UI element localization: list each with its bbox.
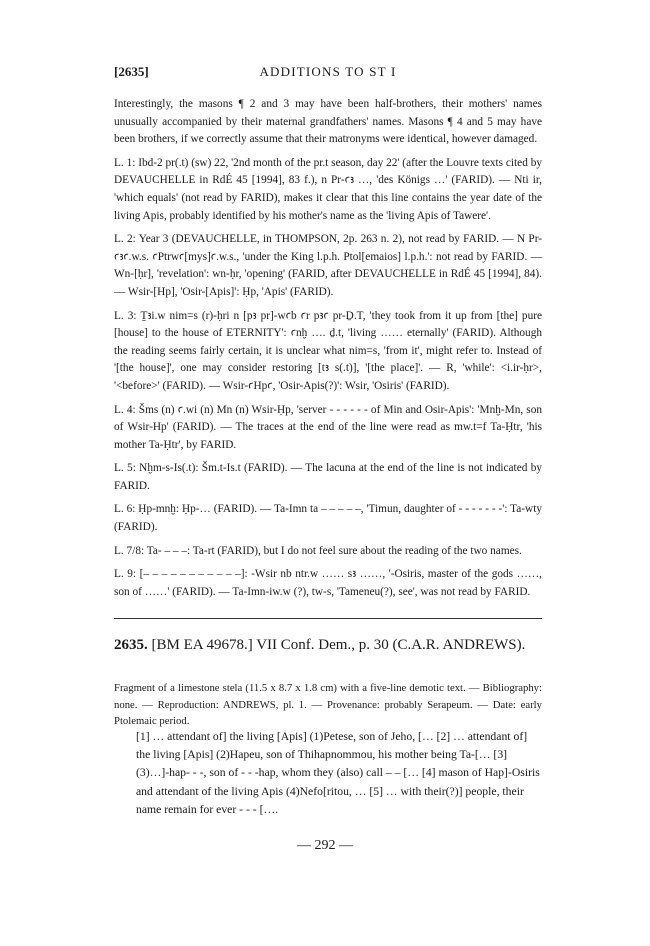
note-line-6: L. 6: Ḥp-mnḫ: Ḥp-… (FARID). — Ta-Imn ta – – – – –, 'Timun, daughter of - - - - - - -': Ta-wty (FARID). — [114, 503, 542, 534]
entry-title: [BM EA 49678.] VII Conf. Dem., p. 30 (C.A.R. ANDREWS). — [151, 637, 526, 653]
running-title: ADDITIONS TO ST I — [259, 64, 397, 79]
page-number: — 292 — — [297, 838, 353, 853]
description-text: Fragment of a limestone stela (11.5 x 8.7 x 1.8 cm) with a five-line demotic text. — Bibliography: none. — Reproduction: ANDREWS, pl. 1. — Provenance: probably Serapeum. — Date: early Ptolemaic period. — [114, 682, 542, 728]
note-line-1: L. 1: Ibd-2 pr(.t) (sw) 22, '2nd month of the pr.t season, day 22' (after the Louvre texts cited by DEVAUCHELLE in RdÉ 45 [1994], 83 f.), n Pr-ꜥꜣ …, 'des Königs …' (FARID). — Nti ir, 'which equals' (not read by FARID), makes it clear that this line contains the year date of the living Apis, probably identified by his mother's name as the 'living Apis of Tawere'. — [114, 156, 542, 222]
note-line-5: L. 5: Nḫm-s-Is(.t): Šm.t-Is.t (FARID). — The lacuna at the end of the line is not indicated by FARID. — [114, 462, 542, 492]
note-line-9: L. 9: [– – – – – – – – – – –]: -Wsir nb ntr.w …… sꜣ ……, '-Osiris, master of the gods ……, son of ……' (FARID). — Ta-Imn-iw.w (?), tw-s, 'Tameneu(?), see', was not read by FARID. — [114, 568, 542, 598]
commentary — [114, 96, 542, 607]
note-line-4: L. 4: Šms (n) ꜥ.wi (n) Mn (n) Wsir-Ḥp, 'server - - - - - - of Min and Osir-Apis': 'Mnḫ-Mn, son of Wsir-Hp' (FARID). — The traces at the end of the line were read as mw.t=f Ta-Ḥtr, 'his mother Ta-Ḥtr', by FARID. — [114, 403, 542, 451]
entry-heading — [114, 634, 542, 656]
entry-number: 2635. — [114, 637, 148, 653]
note-line-7-8: L. 7/8: Ta- – – –: Ta-rt (FARID), but I do not feel sure about the reading of the two names. — [114, 544, 522, 557]
translation-block — [136, 728, 542, 819]
intro-paragraph: Interestingly, the masons ¶ 2 and 3 may have been half-brothers, their mothers' names unusually accompanied by their maternal grandfathers' names. Masons ¶ 4 and 5 may have been brothers, if we correctly assume that their matronyms were identical, however damaged. — [114, 98, 542, 146]
note-line-2: L. 2: Year 3 (DEVAUCHELLE, in THOMPSON, 2p. 263 n. 2), not read by FARID. — N Pr-ꜥꜣꜥ.w.s. ꜥPtrwꜥ[mys]ꜥ.w.s., 'under the King l.p.h. Ptol[emaios] l.p.h.': not read by FARID. — Wn-[ḥr], 'revelation': wn-ḥr, 'opening' (FARID, after DEVAUCHELLE in RdÉ 45 [1994], 84). — Wsir-[Hp], 'Osir-[Apis]': Ḥp, 'Apis' (FARID). — [114, 233, 542, 298]
entry-description — [114, 680, 542, 730]
header-number: [2635] — [114, 64, 149, 79]
note-line-3: L. 3: Ṯꜣi.w nim=s (r)-ḥri n [pꜣ pr]-wꜥb ꜥr pꜣꜥ pr-Ḏ.T, 'they took from it up from [the] pure [house] to the house of ETERNITY': ꜥnḫ …. ḏ.t, 'living …… eternally' (FARID). Although the reading seems fairly certain, it is unclear what nim=s, 'from it', might refer to. Instead of '[the house]', one may consider restoring [tꜣ s(.t)], '[the place]'. — R, 'while': <i.ir-ḥr>, '<before>' (FARID). — Wsir-ꜥHpꜥ, 'Osir-Apis(?)': Wsir, 'Osiris' (FARID). — [114, 309, 542, 392]
section-divider — [114, 618, 542, 619]
translation-text: [1] … attendant of] the living [Apis] (1)Petese, son of Jeho, [… [2] … attendant of] the living [Apis] (2)Hapeu, son of Thihapnommou, his mother being Ta-[… [3] (3)…]-hap- - -, son of - - -hap, whom they (also) call – – [… [4] mason of Hap]-Osiris and attendant of the living Apis (4)Nefo[ritou, … [5] … with their(?)] people, their name remain for ever - - - […. — [136, 730, 540, 816]
running-header — [114, 64, 542, 84]
